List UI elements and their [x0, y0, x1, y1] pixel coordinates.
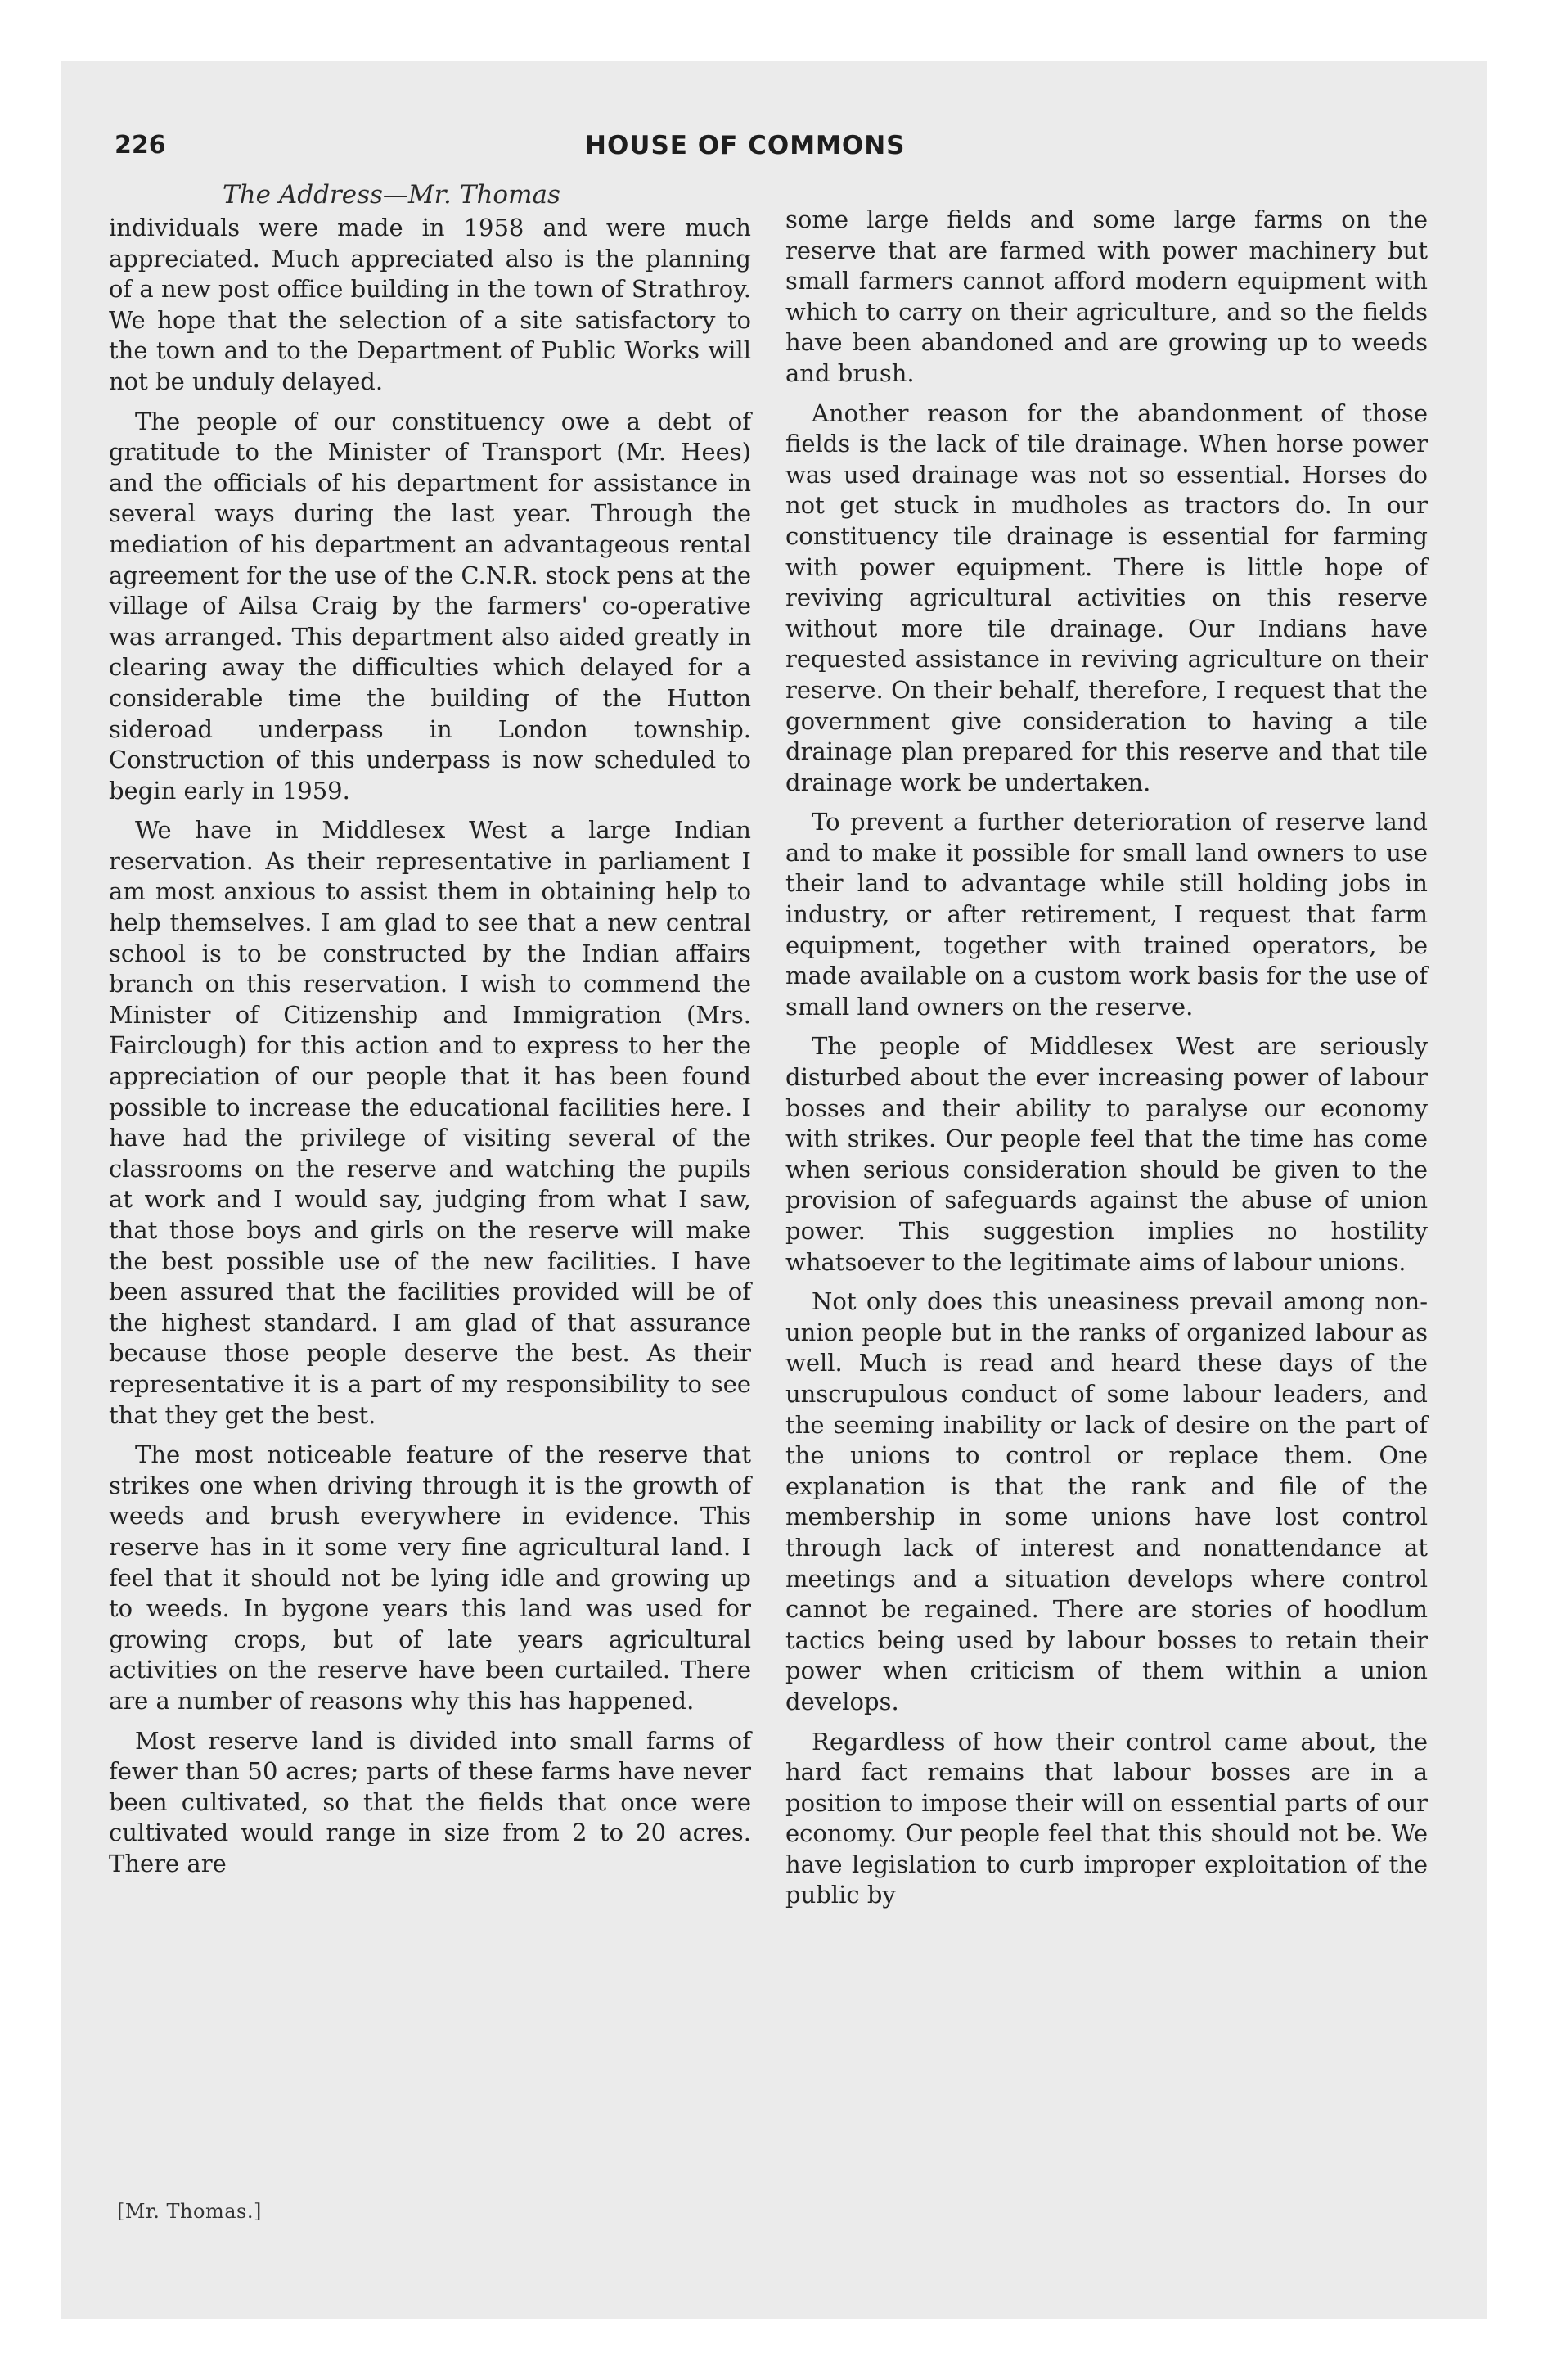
- paragraph: Another reason for the abandonment of those fields is the lack of tile drainage. When horse power was used drainage was not so essential. Horses do not get stuck in mudholes as tractors do. In our constituency tile drainage is essential for farming with power equipment. There is little hope of reviving agricultural activities on this reserve without more tile drainage. Our Indians have requested assistance in reviving agriculture on their reserve. On their behalf, therefore, I request that the government give consideration to having a tile drainage plan prepared for this reserve and that tile drainage work be undertaken.: [785, 399, 1428, 796]
- right-column: [785, 205, 1428, 1920]
- paragraph: The people of our constituency owe a debt of gratitude to the Minister of Transport (Mr. Hees) and the officials of his department for assistance in several ways during the last year. Through the mediation of his department an advantageous rental agreement for the use of the C.N.R. stock pens at the village of Ailsa Craig by the farmers' co-operative was arranged. This department also aided greatly in clearing away the difficulties which delayed for a considerable time the building of the Hutton sideroad underpass in London township. Construction of this underpass is now scheduled to begin early in 1959.: [109, 407, 751, 805]
- paragraph: To prevent a further deterioration of reserve land and to make it possible for small land owners to use their land to advantage while still holding jobs in industry, or after retirement, I request that farm equipment, together with trained operators, be made available on a custom work basis for the use of small land owners on the reserve.: [785, 808, 1428, 1021]
- page-number: 226: [115, 131, 166, 160]
- paragraph: Regardless of how their control came about, the hard fact remains that labour bosses are in a position to impose their will on essential parts of our economy. Our people feel that this should not be. We have legislation to curb improper exploitation of the public by: [785, 1727, 1428, 1909]
- paragraph: Not only does this uneasiness prevail among non-union people but in the ranks of organized labour as well. Much is read and heard these days of the unscrupulous conduct of some labour leaders, and the seeming inability or lack of desire on the part of the unions to control or replace them. One explanation is that the rank and file of the membership in some unions have lost control through lack of interest and nonattendance at meetings and a situation develops where control cannot be regained. There are stories of hoodlum tactics being used by labour bosses to retain their power when criticism of them within a union develops.: [785, 1287, 1428, 1715]
- paragraph: individuals were made in 1958 and were much appreciated. Much appreciated also is the planning of a new post office building in the town of Strathroy. We hope that the selection of a site satisfactory to the town and to the Department of Public Works will not be unduly delayed.: [109, 214, 751, 395]
- paragraph: The most noticeable feature of the reserve that strikes one when driving through it is the growth of weeds and brush everywhere in evidence. This reserve has in it some very fine agricultural land. I feel that it should not be lying idle and growing up to weeds. In bygone years this land was used for growing crops, but of late years agricultural activities on the reserve have been curtailed. There are a number of reasons why this has happened.: [109, 1440, 751, 1715]
- speaker-footer: [Mr. Thomas.]: [117, 2200, 262, 2223]
- page-title: HOUSE OF COMMONS: [585, 131, 906, 160]
- left-column: [109, 213, 751, 1888]
- paragraph: We have in Middlesex West a large Indian reservation. As their representative in parliament I am most anxious to assist them in obtaining help to help themselves. I am glad to see that a new central school is to be constructed by the Indian affairs branch on this reservation. I wish to commend the Minister of Citizenship and Immigration (Mrs. Fairclough) for this action and to express to her the appreciation of our people that it has been found possible to increase the educational facilities here. I have had the privilege of visiting several of the classrooms on the reserve and watching the pupils at work and I would say, judging from what I saw, that those boys and girls on the reserve will make the best possible use of the new facilities. I have been assured that the facilities provided will be of the highest standard. I am glad of that assurance because those people deserve the best. As their representative it is a part of my responsibility to see that they get the best.: [109, 816, 751, 1429]
- paragraph: The people of Middlesex West are seriously disturbed about the ever increasing power of labour bosses and their ability to paralyse our economy with strikes. Our people feel that the time has come when serious consideration should be given to the provision of safeguards against the abuse of union power. This suggestion implies no hostility whatsoever to the legitimate aims of labour unions.: [785, 1032, 1428, 1276]
- paragraph: Most reserve land is divided into small farms of fewer than 50 acres; parts of these farms have never been cultivated, so that the fields that once were cultivated would range in size from 2 to 20 acres. There are: [109, 1726, 751, 1877]
- running-subtitle: The Address—Mr. Thomas: [223, 180, 560, 210]
- paragraph: some large fields and some large farms on the reserve that are farmed with power machinery but small farmers cannot afford modern equipment with which to carry on their agriculture, and so the fields have been abandoned and are growing up to weeds and brush.: [785, 205, 1428, 387]
